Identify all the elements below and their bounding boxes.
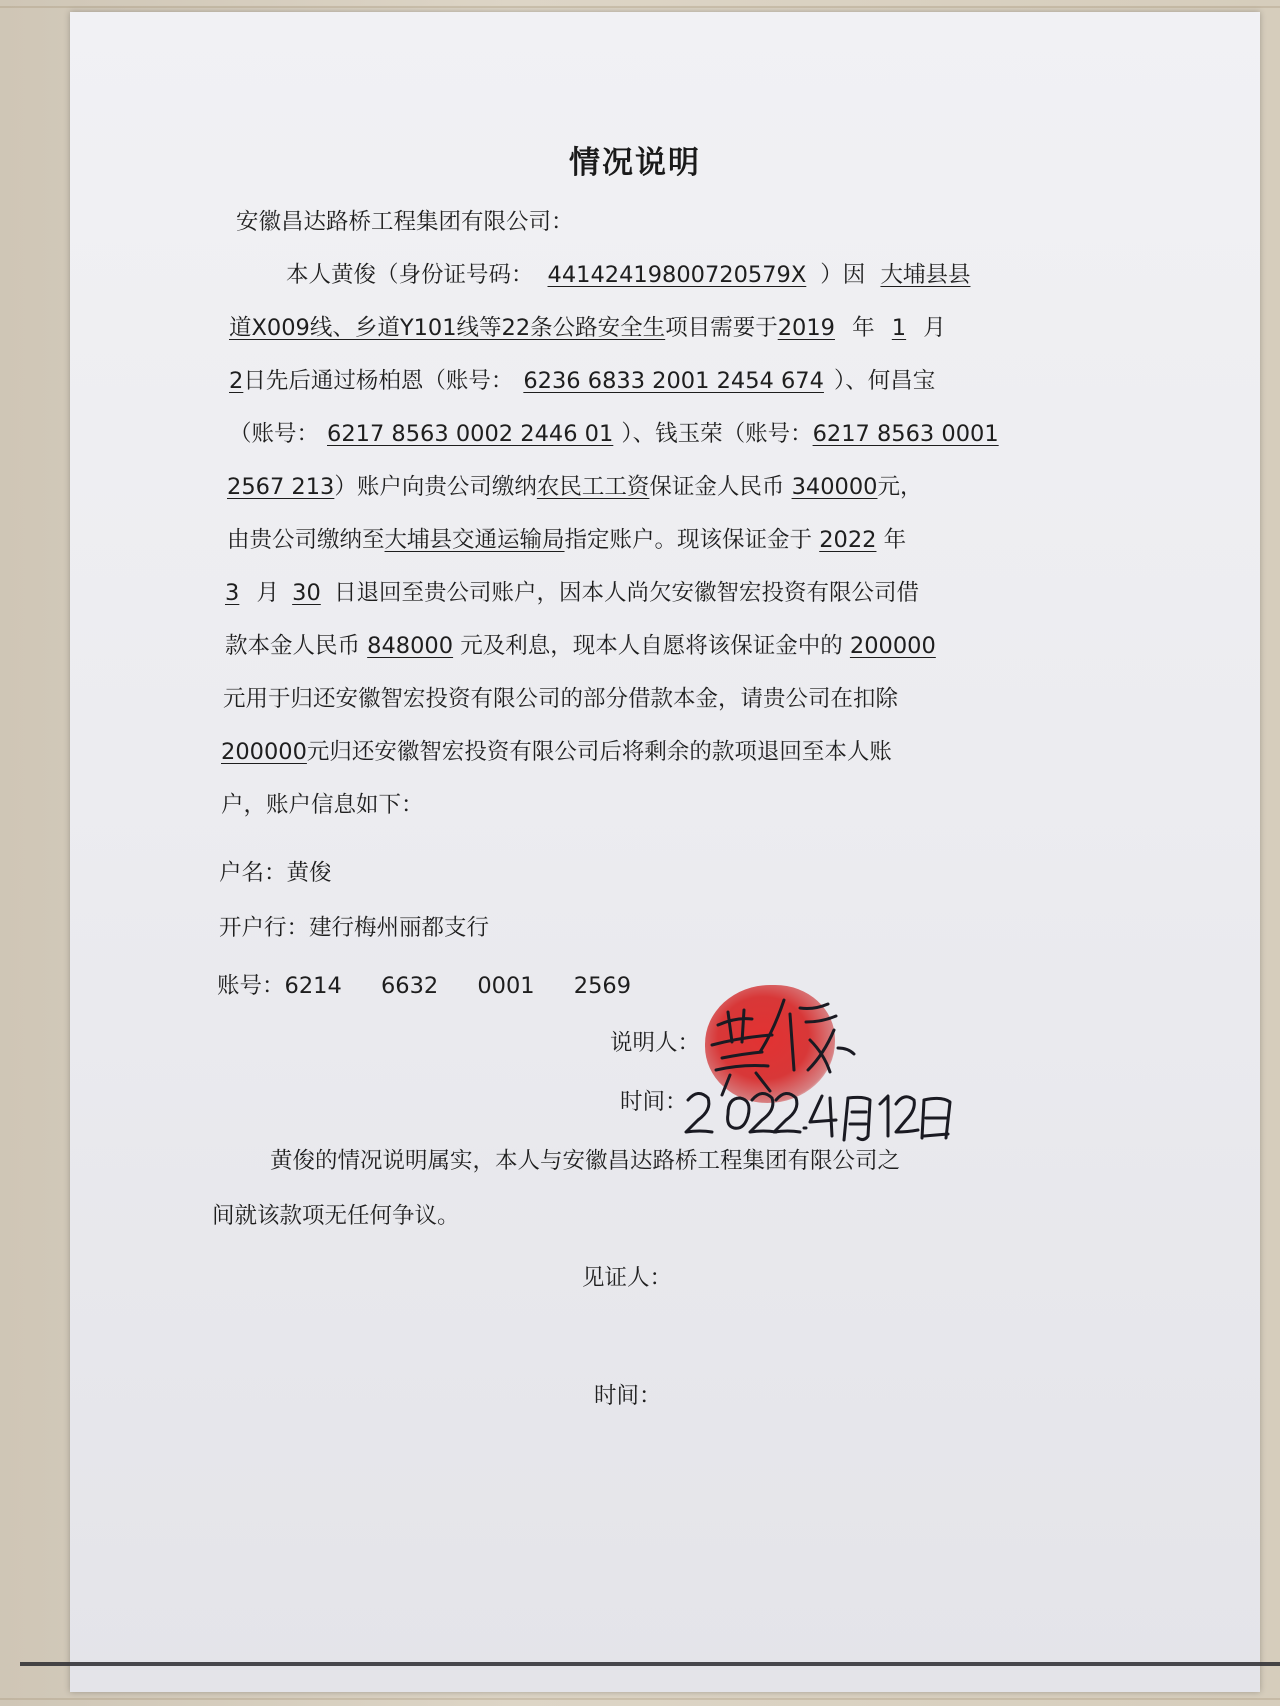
witness-label: 见证人： [582,1265,673,1291]
background-grain [0,6,1280,8]
text: 指定账户。现该保证金于 [564,527,813,553]
bank-name: 开户行：建行梅州丽都支行 [219,915,490,941]
account-name: 户名：黄俊 [219,860,332,886]
text: 年 [883,527,907,553]
text: （账号： [229,421,320,447]
text: ）因 [820,262,866,288]
document-title: 情况说明 [569,145,701,181]
day-2: 30 [292,580,321,606]
account-he: 6217 8563 0002 2446 01 [327,421,614,447]
text: ）、钱玉荣（账号： [621,421,813,447]
paragraph-1-line-11: 户，账户信息如下： [221,792,424,818]
text: 年 [852,315,875,341]
day-1: 2 [229,368,244,394]
witness-time-label: 时间： [594,1383,662,1409]
month-1: 1 [891,315,907,341]
month-2: 3 [225,580,240,606]
background-grain [0,1698,1280,1700]
paragraph-1-line-7 [225,578,919,608]
paragraph-2-line-1: 黄俊的情况说明属实，本人与安徽昌达路桥工程集团有限公司之 [270,1148,901,1174]
account-group-3: 0001 [477,973,535,999]
paragraph-1-line-4 [229,419,999,449]
deposit-type: 农民工工资 [536,474,650,500]
account-group-1: 6214 [284,973,342,999]
text: 月 [256,580,279,606]
amount-repay-1: 200000 [849,633,936,659]
amount-loan: 848000 [367,633,454,659]
text: 月 [923,315,946,341]
text: 由贵公司缴纳至 [227,527,385,553]
id-number: 44142419800720579X [547,262,807,288]
text: 款本金人民币 [225,633,361,659]
account-qian-part2: 2567 213 [227,474,335,500]
amount-repay-2: 200000 [221,739,307,765]
paragraph-1-line-3 [229,366,935,396]
text: 日先后通过杨柏恩（账号： [243,368,514,394]
paragraph-2-line-2: 间就该款项无任何争议。 [212,1203,460,1229]
text: ）、何昌宝 [833,368,936,394]
account-group-4: 2569 [573,973,632,999]
paragraph-1-line-1 [286,260,970,290]
project-name-part1: 大埔县县 [880,262,971,288]
paragraph-1-line-9: 元用于归还安徽智宏投资有限公司的部分借款本金，请贵公司在扣除 [223,686,899,712]
project-name-part2: 道X009线、乡道Y101线等22条公路安全生 [229,315,666,341]
account-qian-part1: 6217 8563 0001 [812,421,999,447]
account-yang: 6236 6833 2001 2454 674 [523,368,824,394]
year-2: 2022 [819,527,877,553]
text: 元， [877,474,923,500]
amount-deposit: 340000 [791,474,878,500]
text: ）账户向贵公司缴纳 [334,474,537,500]
text: 日退回至贵公司账户，因本人尚欠安徽智宏投资有限公司借 [333,580,919,606]
paragraph-1-line-6 [227,525,906,555]
paragraph-1-line-8 [225,631,936,661]
year-1: 2019 [777,315,835,341]
account-group-2: 6632 [380,973,439,999]
bottom-divider [20,1662,1280,1666]
text: 本人黄俊（身份证号码： [286,262,534,288]
paragraph-1-line-2 [229,313,946,343]
declarant-time-label: 时间： [620,1089,688,1115]
account-number [217,971,631,1001]
account-number-label: 账号： [217,973,285,999]
bureau-name: 大埔县交通运输局 [384,527,565,553]
text: 保证金人民币 [649,474,785,500]
text: 元归还安徽智宏投资有限公司后将剩余的款项退回至本人账 [306,739,892,765]
text: 元及利息，现本人自愿将该保证金中的 [460,633,843,659]
text: 项目需要于 [665,315,778,341]
addressee: 安徽昌达路桥工程集团有限公司： [236,209,574,235]
declarant-label: 说明人： [610,1030,701,1056]
paragraph-1-line-10 [221,737,892,767]
paragraph-1-line-5 [227,472,922,502]
